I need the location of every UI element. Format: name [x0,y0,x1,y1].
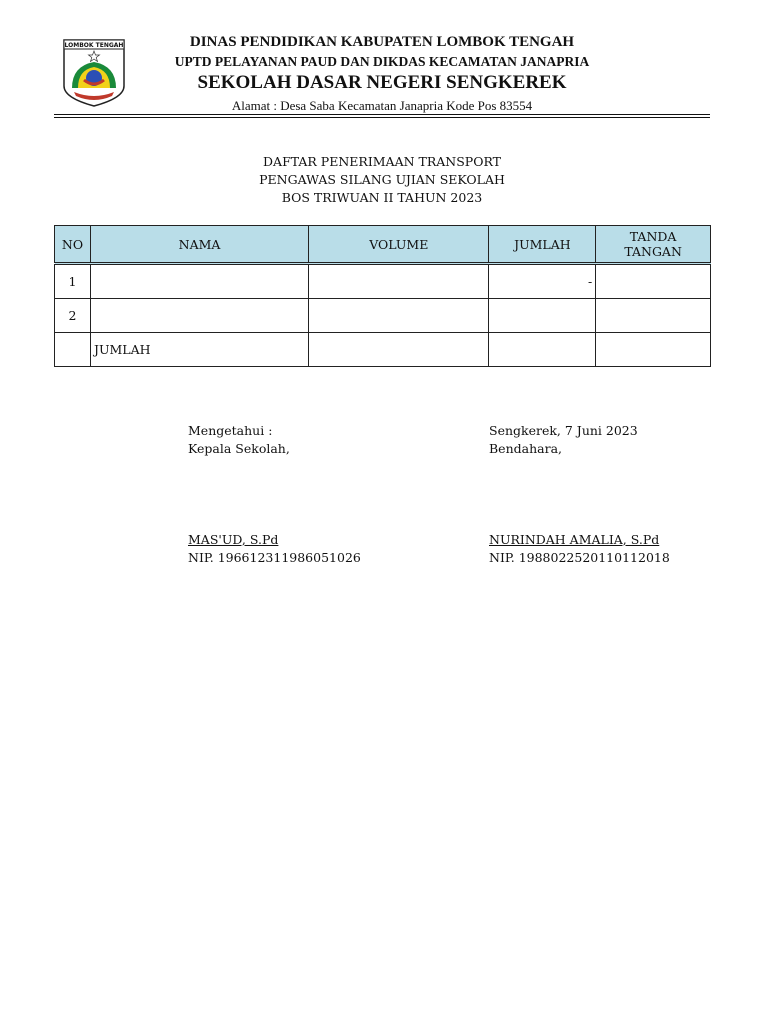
lombok-tengah-emblem-icon [62,38,126,108]
row-tanda-tangan [596,299,711,333]
total-volume [309,333,489,367]
table-row [55,299,711,333]
document-title [54,153,710,207]
row-no: 1 [55,264,91,299]
title-line-2: PENGAWAS SILANG UJIAN SEKOLAH [259,172,505,187]
total-no [55,333,91,367]
school-address: Alamat : Desa Saba Kecamatan Janapria Kode Pos 83554 [231,98,533,113]
letterhead [54,34,710,118]
row-nama [90,264,308,299]
school-name: SEKOLAH DASAR NEGERI SENGKEREK [197,72,567,93]
header-tanda-tangan: TANDA TANGAN [596,226,711,264]
title-line-1: DAFTAR PENERIMAAN TRANSPORT [263,154,501,169]
header-nama: NAMA [90,226,308,264]
letterhead-divider-thick [54,114,710,115]
treasurer-nip: NIP. 198802252011011​2018 [489,550,670,565]
letterhead-divider-thin [54,117,710,118]
transport-receipt-table [54,225,711,367]
principal-title: Kepala Sekolah, [188,441,290,456]
signature-block-principal [188,422,361,567]
row-nama [90,299,308,333]
treasurer-name: NURINDAH AMALIA, S.Pd [489,532,660,547]
table-header-row [55,226,711,264]
acknowledged-label: Mengetahui : [188,423,273,438]
principal-name: MAS'UD, S.Pd [188,532,279,547]
total-label: JUMLAH [90,333,308,367]
table-total-row [55,333,711,367]
svg-text:LOMBOK TENGAH: LOMBOK TENGAH [64,42,124,49]
table-row [55,264,711,299]
total-jumlah [489,333,596,367]
place-date: Sengkerek, 7 Juni 2023 [489,423,638,438]
agency-name: DINAS PENDIDIKAN KABUPATEN LOMBOK TENGAH [189,34,575,50]
row-volume [309,264,489,299]
row-volume [309,299,489,333]
row-tanda-tangan [596,264,711,299]
header-volume: VOLUME [309,226,489,264]
title-line-3: BOS TRIWUAN II TAHUN 2023 [281,190,483,205]
total-tanda-tangan [596,333,711,367]
header-no: NO [55,226,91,264]
row-no: 2 [55,299,91,333]
row-jumlah: - [489,264,596,299]
row-jumlah [489,299,596,333]
header-jumlah: JUMLAH [489,226,596,264]
principal-nip: NIP. 196612311986051026 [188,550,361,565]
signature-block-treasurer [489,422,670,567]
treasurer-title: Bendahara, [489,441,562,456]
unit-name: UPTD PELAYANAN PAUD DAN DIKDAS KECAMATAN JANAPRIA [174,54,590,69]
